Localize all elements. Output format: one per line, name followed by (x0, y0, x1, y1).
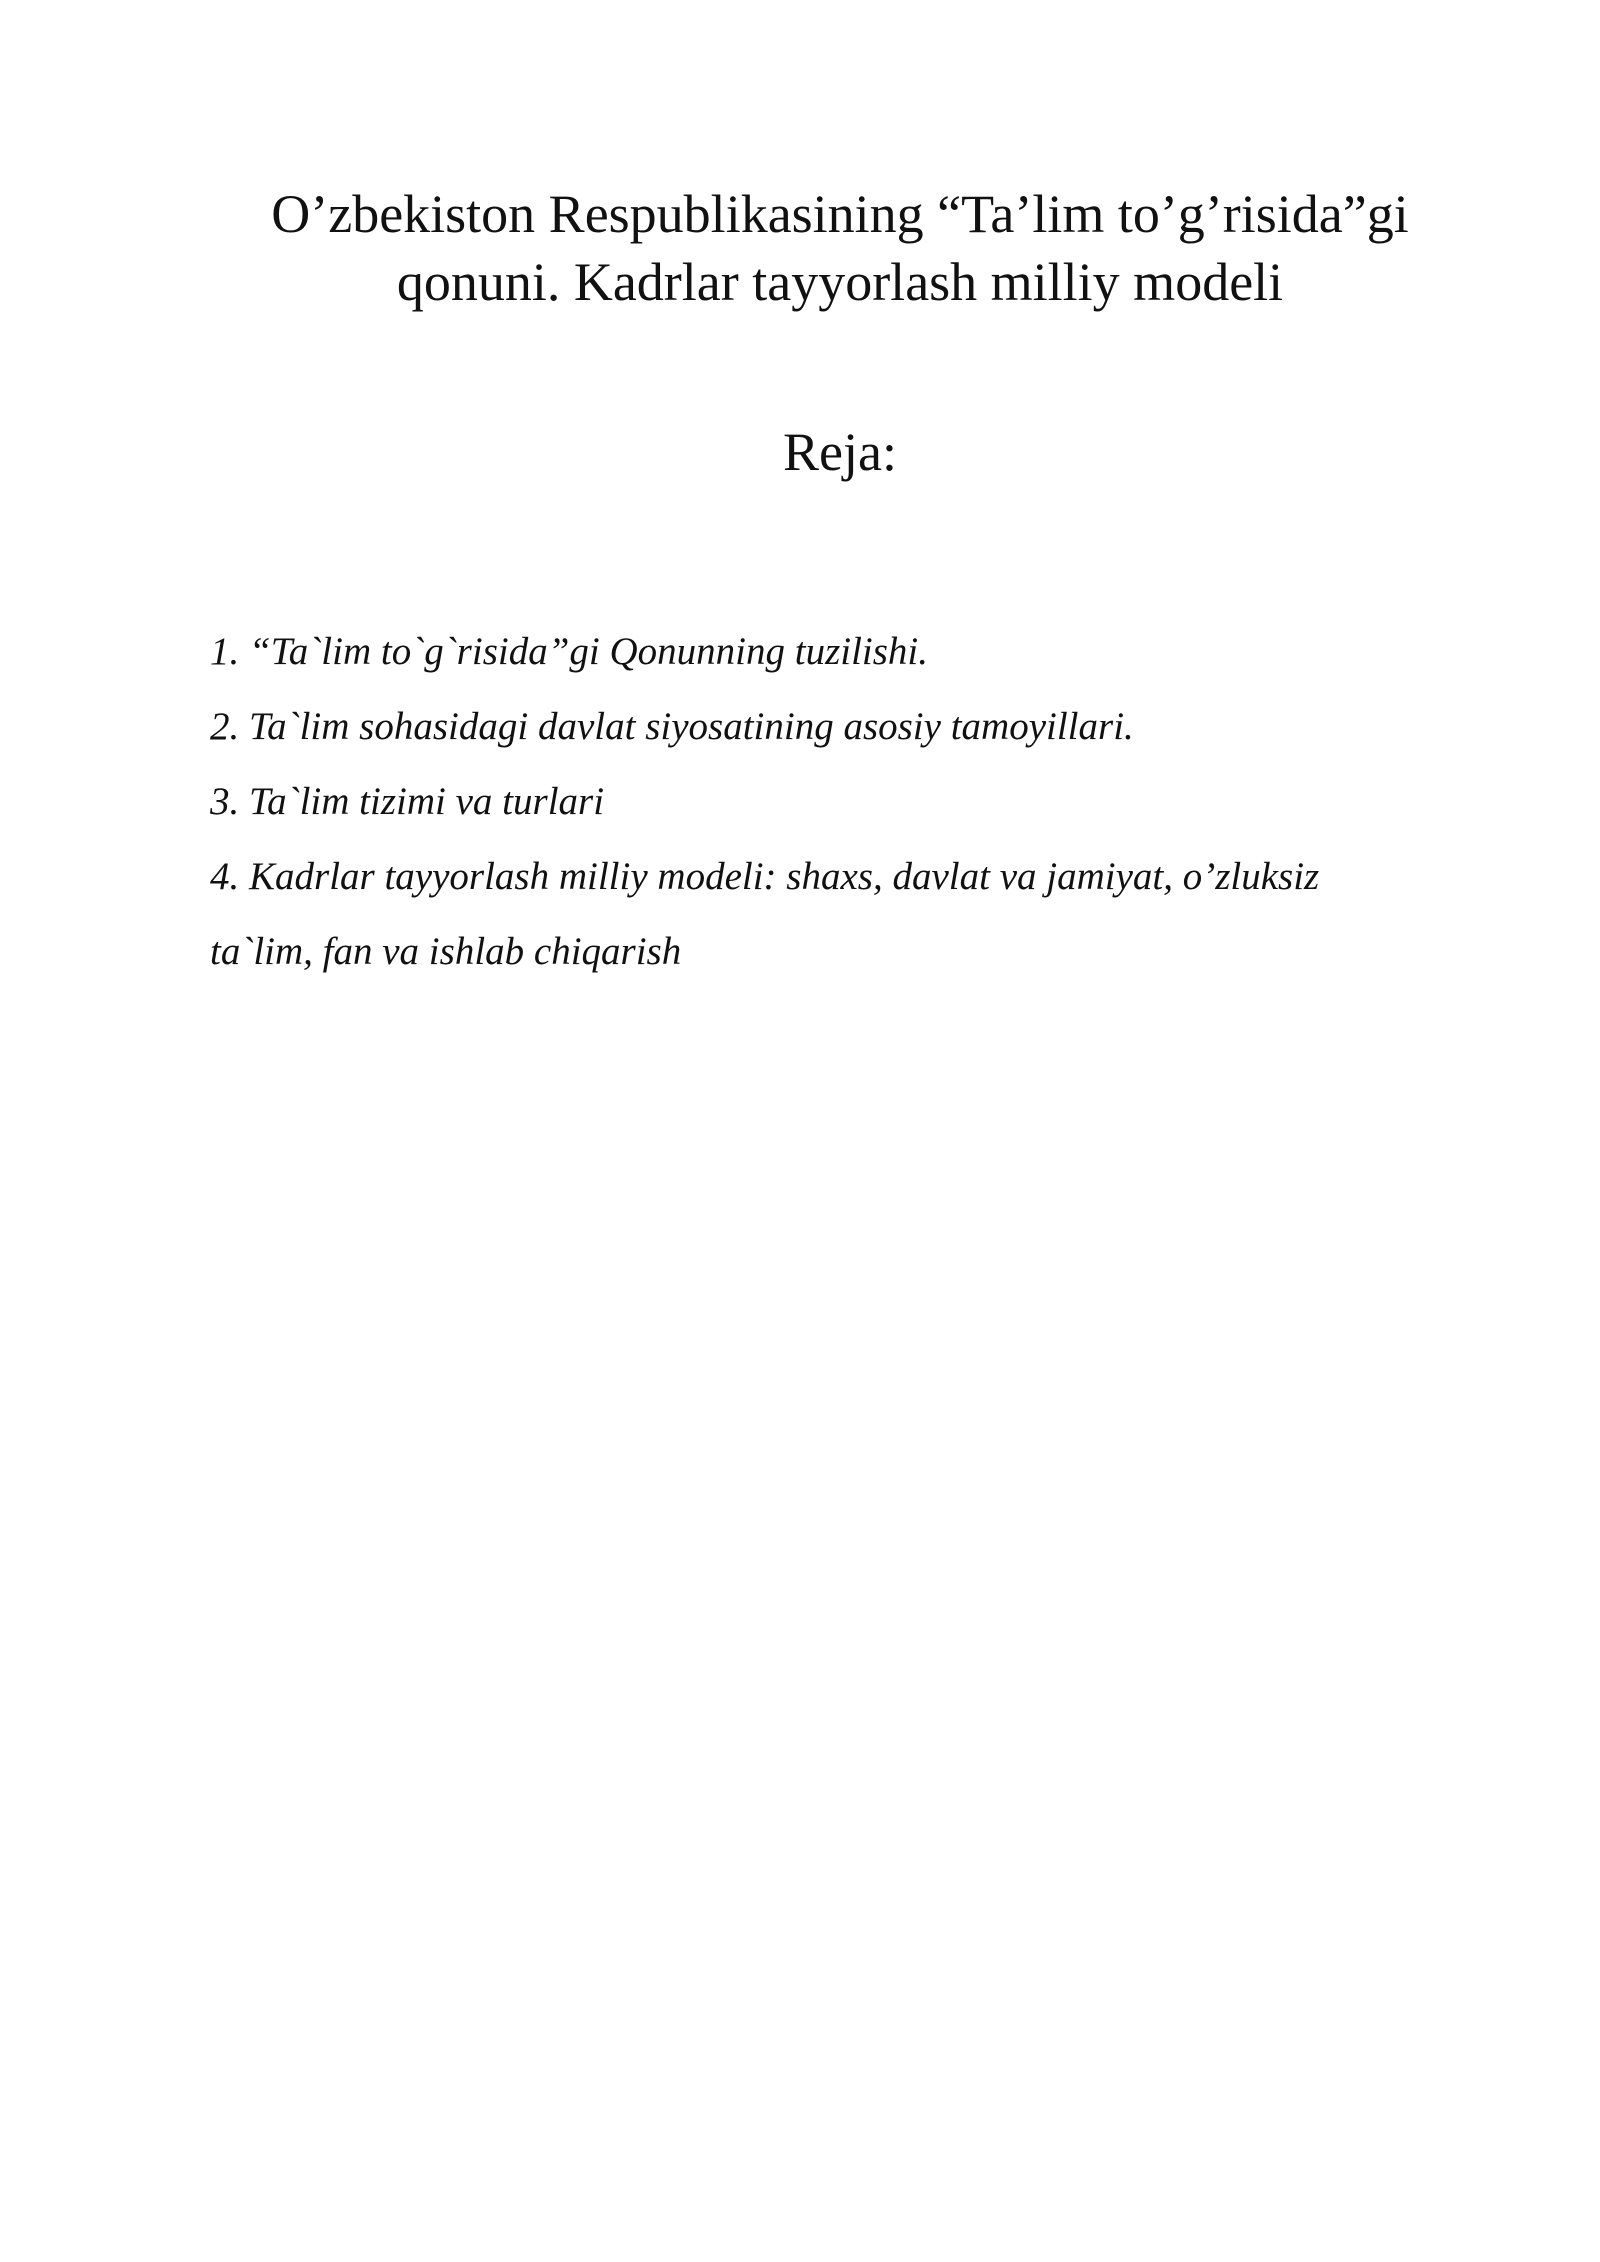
plan-item-2: 2. Ta`lim sohasidagi davlat siyosatining asosiy tamoyillari. (210, 705, 1134, 748)
plan-item-3: 3. Ta`lim tizimi va turlari (210, 780, 605, 823)
plan-heading: Reja: (783, 422, 897, 482)
title-line-1: O’zbekiston Respublikasining “Ta’lim to’g’risida”gi (271, 184, 1409, 244)
plan-item-4-continuation: ta`lim, fan va ishlab chiqarish (210, 930, 682, 973)
plan-list (210, 614, 1470, 989)
plan-item-4: 4. Kadrlar tayyorlash milliy modeli: shaxs, davlat va jamiyat, o’zluksiz (210, 855, 1320, 898)
document-title (150, 180, 1530, 316)
title-line-2: qonuni. Kadrlar tayyorlash milliy modeli (396, 252, 1284, 312)
plan-item-1: 1. “Ta`lim to`g`risida”gi Qonunning tuzilishi. (210, 630, 929, 673)
